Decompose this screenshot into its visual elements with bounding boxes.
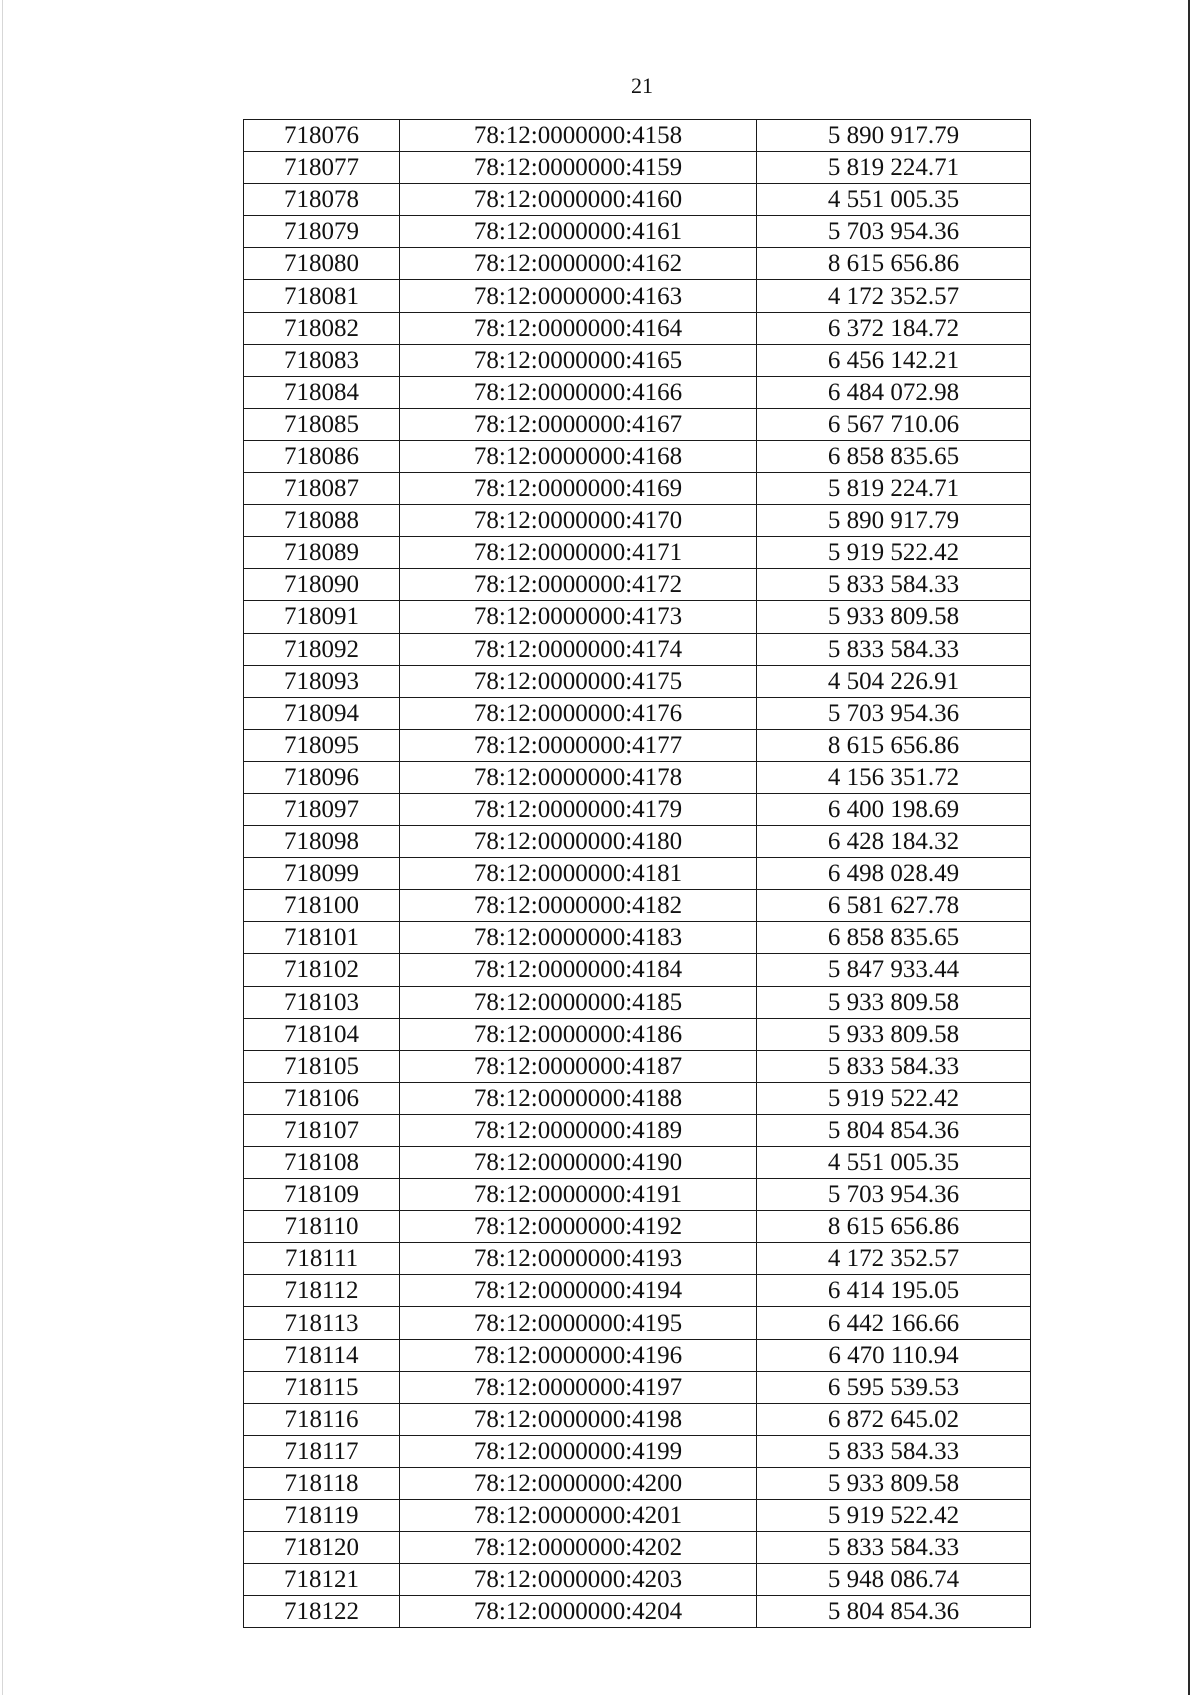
table-row [244, 826, 1031, 858]
record-id-cell: 718111 [244, 1243, 400, 1275]
table-row [244, 1371, 1031, 1403]
cadastral-number-cell: 78:12:0000000:4182 [400, 890, 757, 922]
record-id-cell: 718107 [244, 1114, 400, 1146]
record-id-cell: 718088 [244, 505, 400, 537]
cadastral-number-cell: 78:12:0000000:4165 [400, 344, 757, 376]
value-cell: 5 819 224.71 [757, 152, 1031, 184]
value-cell: 5 933 809.58 [757, 986, 1031, 1018]
table-row [244, 1211, 1031, 1243]
table-row [244, 922, 1031, 954]
record-id-cell: 718099 [244, 858, 400, 890]
value-cell: 6 595 539.53 [757, 1371, 1031, 1403]
record-id-cell: 718098 [244, 826, 400, 858]
table-row [244, 473, 1031, 505]
cadastral-number-cell: 78:12:0000000:4202 [400, 1532, 757, 1564]
table-row [244, 376, 1031, 408]
cadastral-number-cell: 78:12:0000000:4204 [400, 1596, 757, 1628]
value-cell: 5 833 584.33 [757, 1050, 1031, 1082]
table-row [244, 216, 1031, 248]
table-row [244, 1307, 1031, 1339]
value-cell: 6 372 184.72 [757, 312, 1031, 344]
data-table [243, 119, 1031, 1628]
value-cell: 5 703 954.36 [757, 1179, 1031, 1211]
record-id-cell: 718092 [244, 633, 400, 665]
table-row [244, 1500, 1031, 1532]
record-id-cell: 718094 [244, 697, 400, 729]
cadastral-number-cell: 78:12:0000000:4177 [400, 729, 757, 761]
value-cell: 4 156 351.72 [757, 761, 1031, 793]
table-row [244, 1082, 1031, 1114]
value-cell: 6 428 184.32 [757, 826, 1031, 858]
record-id-cell: 718085 [244, 408, 400, 440]
value-cell: 5 890 917.79 [757, 505, 1031, 537]
record-id-cell: 718121 [244, 1564, 400, 1596]
record-id-cell: 718091 [244, 601, 400, 633]
table-row [244, 601, 1031, 633]
page-number: 21 [631, 73, 653, 98]
value-cell: 5 933 809.58 [757, 1467, 1031, 1499]
cadastral-number-cell: 78:12:0000000:4193 [400, 1243, 757, 1275]
cadastral-number-cell: 78:12:0000000:4164 [400, 312, 757, 344]
scan-edge-right [1188, 0, 1190, 1695]
record-id-cell: 718117 [244, 1435, 400, 1467]
value-cell: 6 400 198.69 [757, 793, 1031, 825]
record-id-cell: 718082 [244, 312, 400, 344]
table-row [244, 858, 1031, 890]
table-row [244, 1114, 1031, 1146]
record-id-cell: 718110 [244, 1211, 400, 1243]
table-row [244, 986, 1031, 1018]
cadastral-number-cell: 78:12:0000000:4203 [400, 1564, 757, 1596]
value-cell: 5 919 522.42 [757, 1500, 1031, 1532]
cadastral-number-cell: 78:12:0000000:4167 [400, 408, 757, 440]
table-row [244, 1435, 1031, 1467]
cadastral-number-cell: 78:12:0000000:4158 [400, 120, 757, 152]
cadastral-number-cell: 78:12:0000000:4198 [400, 1403, 757, 1435]
cadastral-number-cell: 78:12:0000000:4179 [400, 793, 757, 825]
table-row [244, 890, 1031, 922]
value-cell: 4 172 352.57 [757, 1243, 1031, 1275]
record-id-cell: 718112 [244, 1275, 400, 1307]
table-row [244, 633, 1031, 665]
value-cell: 5 703 954.36 [757, 216, 1031, 248]
table-row [244, 1564, 1031, 1596]
cadastral-number-cell: 78:12:0000000:4186 [400, 1018, 757, 1050]
table-row [244, 697, 1031, 729]
table-row [244, 1179, 1031, 1211]
record-id-cell: 718102 [244, 954, 400, 986]
cadastral-number-cell: 78:12:0000000:4196 [400, 1339, 757, 1371]
value-cell: 5 819 224.71 [757, 473, 1031, 505]
table-row [244, 569, 1031, 601]
cadastral-number-cell: 78:12:0000000:4161 [400, 216, 757, 248]
record-id-cell: 718090 [244, 569, 400, 601]
cadastral-number-cell: 78:12:0000000:4197 [400, 1371, 757, 1403]
value-cell: 5 833 584.33 [757, 569, 1031, 601]
scan-edge-left [2, 0, 3, 1695]
record-id-cell: 718083 [244, 344, 400, 376]
table-row [244, 1532, 1031, 1564]
value-cell: 5 833 584.33 [757, 1532, 1031, 1564]
record-id-cell: 718101 [244, 922, 400, 954]
cadastral-number-cell: 78:12:0000000:4163 [400, 280, 757, 312]
cadastral-number-cell: 78:12:0000000:4180 [400, 826, 757, 858]
record-id-cell: 718116 [244, 1403, 400, 1435]
value-cell: 5 804 854.36 [757, 1596, 1031, 1628]
value-cell: 4 172 352.57 [757, 280, 1031, 312]
record-id-cell: 718080 [244, 248, 400, 280]
cadastral-number-cell: 78:12:0000000:4181 [400, 858, 757, 890]
record-id-cell: 718077 [244, 152, 400, 184]
cadastral-number-cell: 78:12:0000000:4192 [400, 1211, 757, 1243]
record-id-cell: 718103 [244, 986, 400, 1018]
value-cell: 4 551 005.35 [757, 184, 1031, 216]
value-cell: 5 804 854.36 [757, 1114, 1031, 1146]
table-row [244, 505, 1031, 537]
table-row [244, 1339, 1031, 1371]
cadastral-number-cell: 78:12:0000000:4169 [400, 473, 757, 505]
table-row [244, 344, 1031, 376]
record-id-cell: 718100 [244, 890, 400, 922]
table-row [244, 1403, 1031, 1435]
table-row [244, 152, 1031, 184]
table-row [244, 1596, 1031, 1628]
record-id-cell: 718120 [244, 1532, 400, 1564]
record-id-cell: 718076 [244, 120, 400, 152]
cadastral-number-cell: 78:12:0000000:4189 [400, 1114, 757, 1146]
value-cell: 6 581 627.78 [757, 890, 1031, 922]
record-id-cell: 718078 [244, 184, 400, 216]
table-body [244, 120, 1031, 1628]
value-cell: 8 615 656.86 [757, 1211, 1031, 1243]
value-cell: 5 933 809.58 [757, 601, 1031, 633]
cadastral-number-cell: 78:12:0000000:4174 [400, 633, 757, 665]
table-row [244, 280, 1031, 312]
value-cell: 6 858 835.65 [757, 922, 1031, 954]
record-id-cell: 718109 [244, 1179, 400, 1211]
value-cell: 5 948 086.74 [757, 1564, 1031, 1596]
table-row [244, 729, 1031, 761]
record-id-cell: 718081 [244, 280, 400, 312]
cadastral-number-cell: 78:12:0000000:4184 [400, 954, 757, 986]
value-cell: 5 833 584.33 [757, 633, 1031, 665]
table-row [244, 1050, 1031, 1082]
record-id-cell: 718096 [244, 761, 400, 793]
cadastral-number-cell: 78:12:0000000:4172 [400, 569, 757, 601]
cadastral-number-cell: 78:12:0000000:4170 [400, 505, 757, 537]
cadastral-number-cell: 78:12:0000000:4185 [400, 986, 757, 1018]
record-id-cell: 718108 [244, 1147, 400, 1179]
record-id-cell: 718089 [244, 537, 400, 569]
value-cell: 6 567 710.06 [757, 408, 1031, 440]
cadastral-number-cell: 78:12:0000000:4195 [400, 1307, 757, 1339]
cadastral-number-cell: 78:12:0000000:4166 [400, 376, 757, 408]
cadastral-number-cell: 78:12:0000000:4200 [400, 1467, 757, 1499]
table-row [244, 954, 1031, 986]
record-id-cell: 718095 [244, 729, 400, 761]
cadastral-number-cell: 78:12:0000000:4191 [400, 1179, 757, 1211]
table-row [244, 1243, 1031, 1275]
value-cell: 5 703 954.36 [757, 697, 1031, 729]
value-cell: 4 504 226.91 [757, 665, 1031, 697]
value-cell: 5 933 809.58 [757, 1018, 1031, 1050]
record-id-cell: 718104 [244, 1018, 400, 1050]
cadastral-number-cell: 78:12:0000000:4175 [400, 665, 757, 697]
record-id-cell: 718118 [244, 1467, 400, 1499]
record-id-cell: 718106 [244, 1082, 400, 1114]
cadastral-number-cell: 78:12:0000000:4183 [400, 922, 757, 954]
table-row [244, 1467, 1031, 1499]
value-cell: 8 615 656.86 [757, 248, 1031, 280]
cadastral-number-cell: 78:12:0000000:4176 [400, 697, 757, 729]
record-id-cell: 718113 [244, 1307, 400, 1339]
record-id-cell: 718114 [244, 1339, 400, 1371]
record-id-cell: 718119 [244, 1500, 400, 1532]
cadastral-number-cell: 78:12:0000000:4178 [400, 761, 757, 793]
record-id-cell: 718093 [244, 665, 400, 697]
cadastral-number-cell: 78:12:0000000:4159 [400, 152, 757, 184]
cadastral-number-cell: 78:12:0000000:4201 [400, 1500, 757, 1532]
value-cell: 4 551 005.35 [757, 1147, 1031, 1179]
cadastral-number-cell: 78:12:0000000:4173 [400, 601, 757, 633]
value-cell: 5 847 933.44 [757, 954, 1031, 986]
table-row [244, 793, 1031, 825]
value-cell: 8 615 656.86 [757, 729, 1031, 761]
record-id-cell: 718084 [244, 376, 400, 408]
cadastral-number-cell: 78:12:0000000:4187 [400, 1050, 757, 1082]
record-id-cell: 718122 [244, 1596, 400, 1628]
value-cell: 5 919 522.42 [757, 1082, 1031, 1114]
record-id-cell: 718087 [244, 473, 400, 505]
table-row [244, 248, 1031, 280]
record-id-cell: 718079 [244, 216, 400, 248]
table-row [244, 1275, 1031, 1307]
value-cell: 6 484 072.98 [757, 376, 1031, 408]
value-cell: 6 442 166.66 [757, 1307, 1031, 1339]
value-cell: 5 833 584.33 [757, 1435, 1031, 1467]
table-row [244, 537, 1031, 569]
record-id-cell: 718086 [244, 440, 400, 472]
record-id-cell: 718115 [244, 1371, 400, 1403]
value-cell: 6 858 835.65 [757, 440, 1031, 472]
value-cell: 6 470 110.94 [757, 1339, 1031, 1371]
value-cell: 6 498 028.49 [757, 858, 1031, 890]
cadastral-number-cell: 78:12:0000000:4188 [400, 1082, 757, 1114]
value-cell: 6 456 142.21 [757, 344, 1031, 376]
cadastral-number-cell: 78:12:0000000:4194 [400, 1275, 757, 1307]
record-id-cell: 718097 [244, 793, 400, 825]
cadastral-number-cell: 78:12:0000000:4190 [400, 1147, 757, 1179]
table-row [244, 1147, 1031, 1179]
cadastral-number-cell: 78:12:0000000:4168 [400, 440, 757, 472]
table-row [244, 665, 1031, 697]
table-row [244, 120, 1031, 152]
table-row [244, 312, 1031, 344]
value-cell: 6 414 195.05 [757, 1275, 1031, 1307]
record-id-cell: 718105 [244, 1050, 400, 1082]
value-cell: 6 872 645.02 [757, 1403, 1031, 1435]
table-row [244, 761, 1031, 793]
cadastral-number-cell: 78:12:0000000:4171 [400, 537, 757, 569]
value-cell: 5 919 522.42 [757, 537, 1031, 569]
table-row [244, 440, 1031, 472]
table-row [244, 184, 1031, 216]
cadastral-number-cell: 78:12:0000000:4162 [400, 248, 757, 280]
cadastral-number-cell: 78:12:0000000:4160 [400, 184, 757, 216]
table-row [244, 408, 1031, 440]
table-row [244, 1018, 1031, 1050]
value-cell: 5 890 917.79 [757, 120, 1031, 152]
cadastral-number-cell: 78:12:0000000:4199 [400, 1435, 757, 1467]
